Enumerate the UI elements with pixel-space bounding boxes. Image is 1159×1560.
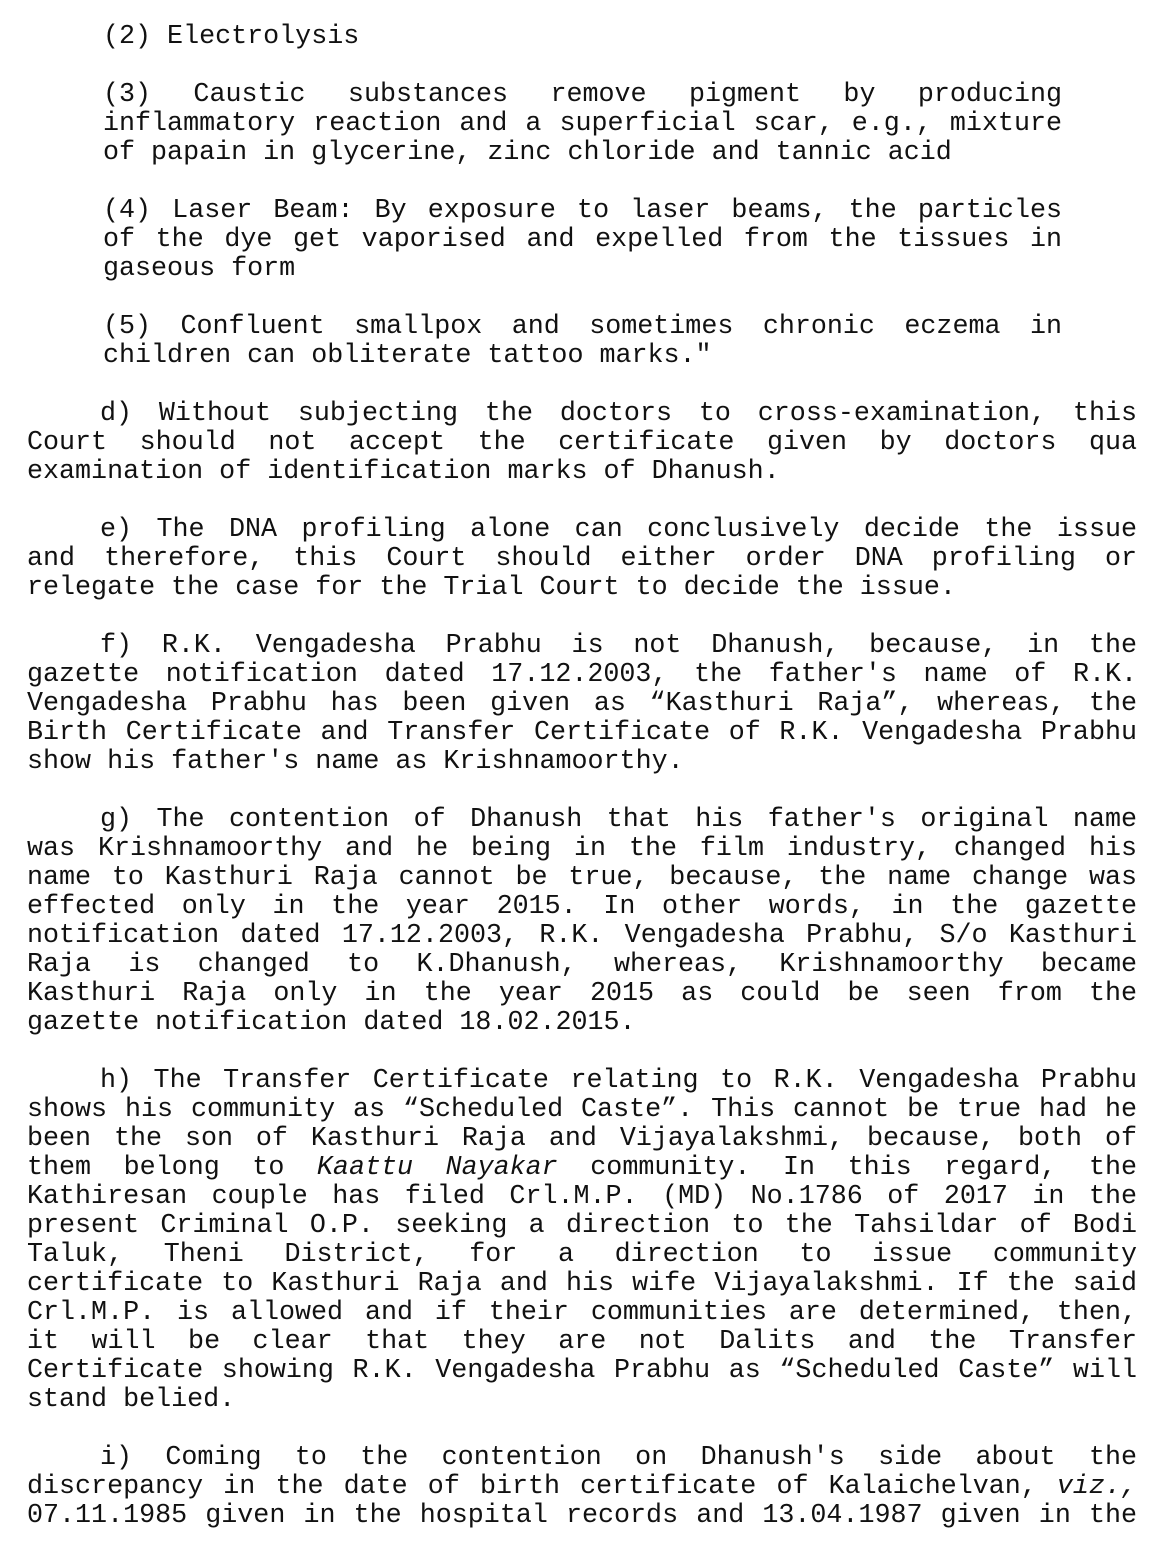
text-line: Raja is changed to K.Dhanush, whereas, Krishnamoorthy became [27, 950, 1137, 980]
text-line: them belong to Kaattu Nayakar community. In this regard, the [27, 1153, 1137, 1183]
italic-text: viz., [1056, 1472, 1137, 1502]
sub-list-item [103, 197, 1062, 284]
text-line: g) The contention of Dhanush that his father's original name [100, 805, 1137, 835]
text-line: examination of identification marks of Dhanush. [27, 457, 780, 487]
text-line: and therefore, this Court should either order DNA profiling or [27, 544, 1137, 574]
text-line: Kasthuri Raja only in the year 2015 as could be seen from the [27, 979, 1137, 1009]
text-line: was Krishnamoorthy and he being in the film industry, changed his [27, 834, 1137, 864]
text-line: gazette notification dated 17.12.2003, the father's name of R.K. [27, 660, 1137, 690]
sub-list-item [103, 81, 1062, 168]
text-line: d) Without subjecting the doctors to cross-examination, this [100, 399, 1137, 429]
text-line: Birth Certificate and Transfer Certificate of R.K. Vengadesha Prabhu [27, 718, 1137, 748]
text-line: (4) Laser Beam: By exposure to laser beams, the particles [103, 196, 1062, 226]
text-line: inflammatory reaction and a superficial scar, e.g., mixture [103, 109, 1062, 139]
text-line: shows his community as “Scheduled Caste”. This cannot be true had he [27, 1095, 1137, 1125]
text-line: of the dye get vaporised and expelled from the tissues in [103, 225, 1062, 255]
italic-text: Kaattu Nayakar [316, 1153, 558, 1183]
text-line: children can obliterate tattoo marks." [103, 341, 712, 371]
paragraph [27, 400, 1137, 487]
text-line: Court should not accept the certificate given by doctors qua [27, 428, 1137, 458]
text-line: certificate to Kasthuri Raja and his wife Vijayalakshmi. If the said [27, 1269, 1137, 1299]
sub-list-item [103, 313, 1062, 371]
text-line: h) The Transfer Certificate relating to R.K. Vengadesha Prabhu [100, 1066, 1137, 1096]
text-line: effected only in the year 2015. In other words, in the gazette [27, 892, 1137, 922]
paragraph [27, 632, 1137, 777]
text-line: discrepancy in the date of birth certificate of Kalaichelvan, viz., [27, 1472, 1137, 1502]
text-line: of papain in glycerine, zinc chloride and tannic acid [103, 138, 952, 168]
text-line: (2) Electrolysis [103, 22, 360, 52]
text-line: notification dated 17.12.2003, R.K. Vengadesha Prabhu, S/o Kasthuri [27, 921, 1137, 951]
text-line: gaseous form [103, 254, 296, 284]
text-line: (5) Confluent smallpox and sometimes chronic eczema in [103, 312, 1062, 342]
text-line: it will be clear that they are not Dalits and the Transfer [27, 1327, 1137, 1357]
paragraph [27, 1067, 1137, 1415]
paragraph [27, 806, 1137, 1038]
text-line: relegate the case for the Trial Court to decide the issue. [27, 573, 956, 603]
text-line: present Criminal O.P. seeking a direction to the Tahsildar of Bodi [27, 1211, 1137, 1241]
text-line: Certificate showing R.K. Vengadesha Prabhu as “Scheduled Caste” will [27, 1356, 1137, 1386]
text-line: i) Coming to the contention on Dhanush's side about the [100, 1443, 1137, 1473]
text-line: Vengadesha Prabhu has been given as “Kasthuri Raja”, whereas, the [27, 689, 1137, 719]
text-line: 07.11.1985 given in the hospital records and 13.04.1987 given in the [27, 1501, 1137, 1531]
text-line: Kathiresan couple has filed Crl.M.P. (MD) No.1786 of 2017 in the [27, 1182, 1137, 1212]
text-line: (3) Caustic substances remove pigment by producing [103, 80, 1062, 110]
document-page [27, 23, 1137, 1560]
text-line: been the son of Kasthuri Raja and Vijayalakshmi, because, both of [27, 1124, 1137, 1154]
sub-list-item [103, 23, 1062, 52]
text-line: e) The DNA profiling alone can conclusively decide the issue [100, 515, 1137, 545]
text-line: show his father's name as Krishnamoorthy. [27, 747, 684, 777]
text-line: Crl.M.P. is allowed and if their communities are determined, then, [27, 1298, 1137, 1328]
text-line: stand belied. [27, 1385, 236, 1415]
paragraph [27, 1444, 1137, 1531]
paragraph [27, 516, 1137, 603]
text-line: Taluk, Theni District, for a direction to issue community [27, 1240, 1137, 1270]
text-line: name to Kasthuri Raja cannot be true, because, the name change was [27, 863, 1137, 893]
text-line: f) R.K. Vengadesha Prabhu is not Dhanush, because, in the [100, 631, 1137, 661]
text-line: gazette notification dated 18.02.2015. [27, 1008, 636, 1038]
